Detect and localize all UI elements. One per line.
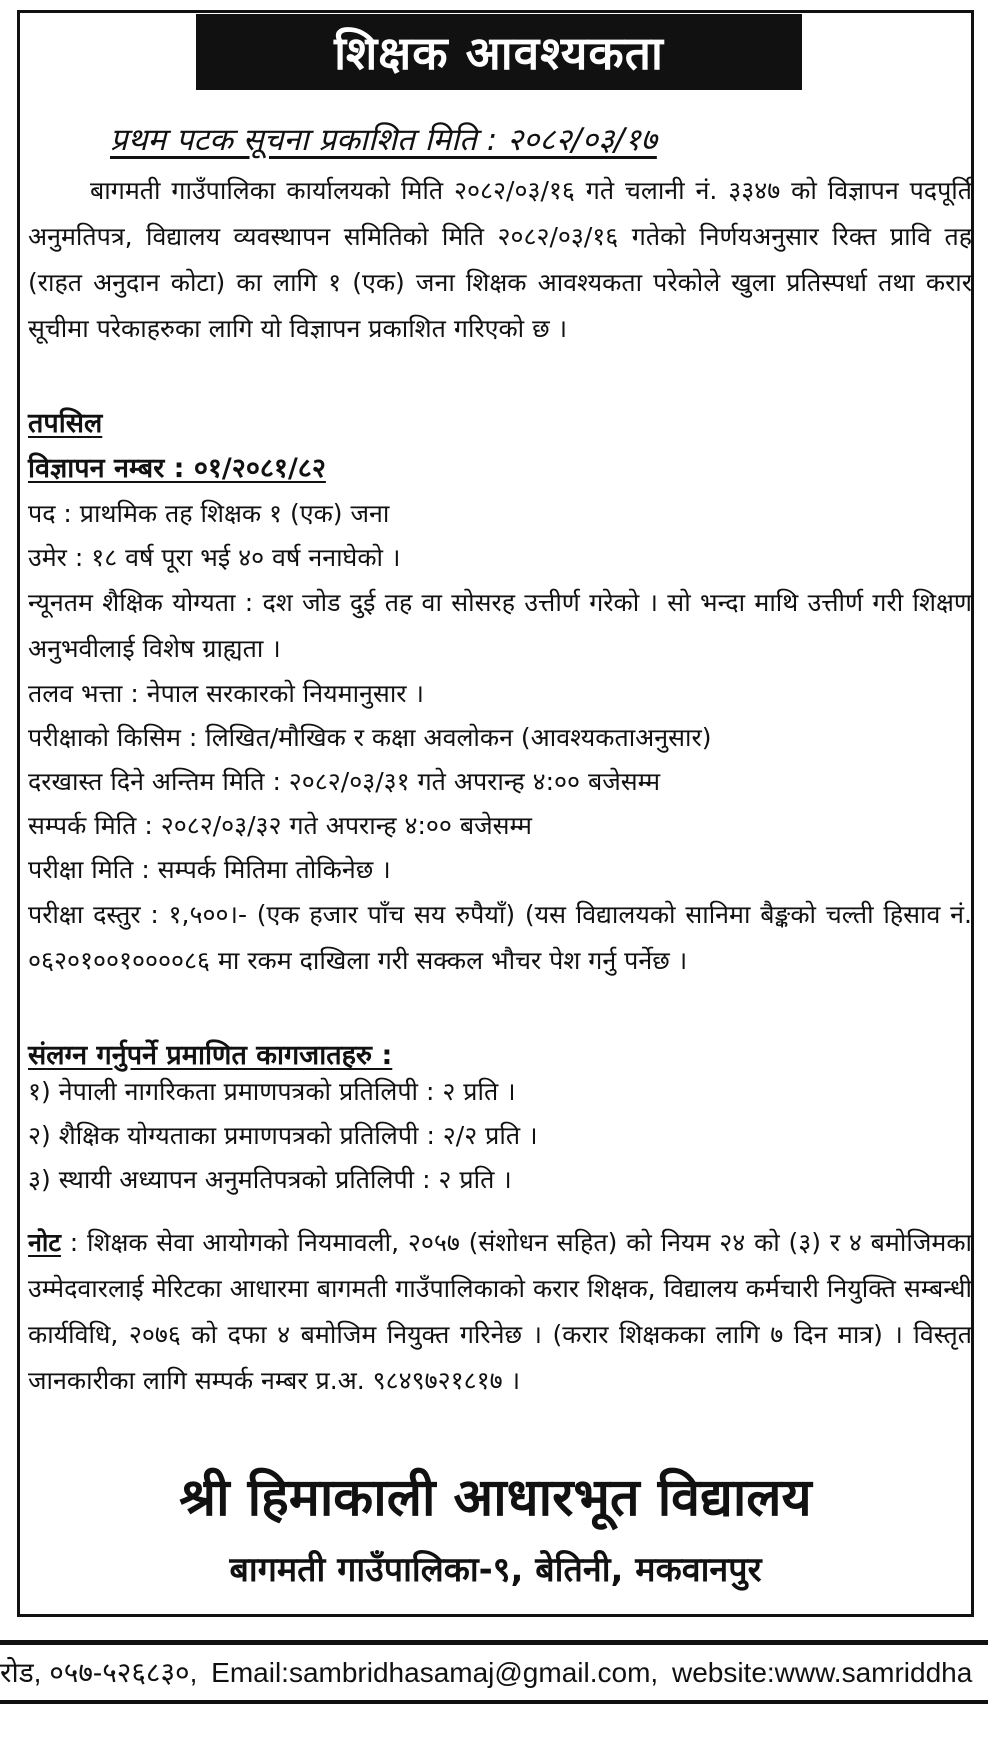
detail-deadline: दरखास्त दिने अन्तिम मिति : २०८२/०३/३१ गते अपरान्ह ४:०० बजेसम्म	[28, 767, 661, 796]
footer-contact	[0, 1650, 988, 1696]
documents-list	[28, 1070, 972, 1202]
footer-phone: रोड, ०५७-५२६८३०,	[0, 1657, 198, 1688]
footer-divider	[0, 1640, 988, 1645]
notice-title: शिक्षक आवश्यकता	[196, 14, 802, 90]
detail-exam-type: परीक्षाको किसिम : लिखित/मौखिक र कक्षा अवलोकन (आवश्यकताअनुसार)	[28, 723, 712, 752]
footer-email: Email:sambridhasamaj@gmail.com,	[211, 1657, 659, 1688]
note-paragraph	[28, 1220, 972, 1410]
school-name: श्री हिमाकाली आधारभूत विद्यालय	[179, 1468, 812, 1528]
documents-heading: संलग्न गर्नुपर्ने प्रमाणित कागजातहरु :	[28, 1040, 393, 1071]
detail-post: पद : प्राथमिक तह शिक्षक १ (एक) जना	[28, 499, 390, 528]
details-heading: तपसिल	[28, 408, 103, 439]
detail-exam-fee: परीक्षा दस्तुर : १,५००।- (एक हजार पाँच सय रुपैयाँ) (यस विद्यालयको सानिमा बैङ्कको चल्ती हिसाव नं. ०६२०१००१००००८६ मा रकम दाखिला गरी सक्कल भौचर पेश गर्नु पर्नेछ ।	[28, 900, 972, 975]
school-address: बागमती गाउँपालिका-९, बेतिनी, मकवानपुर	[229, 1550, 762, 1590]
detail-salary: तलव भत्ता : नेपाल सरकारको नियमानुसार ।	[28, 679, 424, 708]
document-item: २) शैक्षिक योग्यताका प्रमाणपत्रको प्रतिलिपी : २/२ प्रति ।	[28, 1121, 538, 1150]
note-label: नोट	[28, 1228, 61, 1257]
details-list	[28, 492, 972, 1012]
footer-website: website:www.samriddha	[671, 1657, 973, 1688]
note-text: : शिक्षक सेवा आयोगको नियमावली, २०५७ (संशोधन सहित) को नियम २४ को (३) र ४ बमोजिमका उम्मेदवारलाई मेरिटका आधारमा बागमती गाउँपालिकाको करार शिक्षक, विद्यालय कर्मचारी नियुक्ति सम्बन्धी कार्यविधि, २०७६ को दफा ४ बमोजिम नियुक्त गरिनेछ । (करार शिक्षकका लागि ७ दिन मात्र) । विस्तृत जानकारीका लागि सम्पर्क नम्बर प्र.अ. ९८४९७२१८१७ ।	[28, 1228, 972, 1395]
detail-age: उमेर : १८ वर्ष पूरा भई ४० वर्ष ननाघेको ।	[28, 543, 401, 572]
detail-contact-date: सम्पर्क मिति : २०८२/०३/३२ गते अपरान्ह ४:०० बजेसम्म	[28, 811, 532, 840]
published-date: प्रथम पटक सूचना प्रकाशित मिति : २०८२/०३/१७	[110, 122, 657, 158]
footer-divider-bottom	[0, 1700, 988, 1704]
detail-exam-date: परीक्षा मिति : सम्पर्क मितिमा तोकिनेछ ।	[28, 855, 391, 884]
detail-qualification: न्यूनतम शैक्षिक योग्यता : दश जोड दुई तह वा सोसरह उत्तीर्ण गरेको । सो भन्दा माथि उत्तीर्ण गरी शिक्षण अनुभवीलाई विशेष ग्राह्यता ।	[28, 588, 972, 663]
document-item: ३) स्थायी अध्यापन अनुमतिपत्रको प्रतिलिपी : २ प्रति ।	[28, 1165, 512, 1194]
document-item: १) नेपाली नागरिकता प्रमाणपत्रको प्रतिलिपी : २ प्रति ।	[28, 1077, 516, 1106]
advertisement-number: विज्ञापन नम्बर : ०१/२०८१/८२	[28, 453, 326, 484]
intro-paragraph: बागमती गाउँपालिका कार्यालयको मिति २०८२/०३/१६ गते चलानी नं. ३३४७ को विज्ञापन पदपूर्ति अनुमतिपत्र, विद्यालय व्यवस्थापन समितिको मिति २०८२/०३/१६ गतेको निर्णयअनुसार रिक्त प्रावि तह (राहत अनुदान कोटा) का लागि १ (एक) जना शिक्षक आवश्यकता परेकोले खुला प्रतिस्पर्धा तथा करार सूचीमा परेकाहरुका लागि यो विज्ञापन प्रकाशित गरिएको छ ।	[28, 176, 972, 343]
